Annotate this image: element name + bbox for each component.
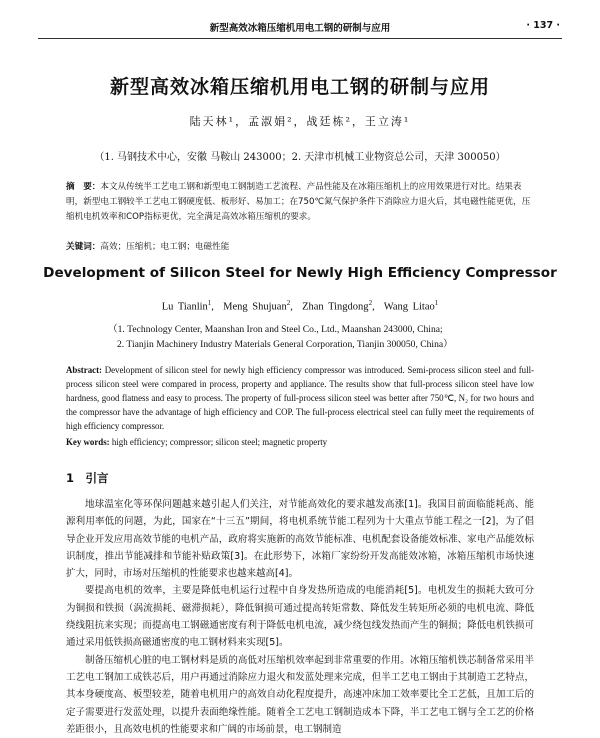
running-header [38, 20, 562, 36]
english-affiliation-line-2: 2. Tianjin Machinery Industry Materials General Corporation, Tianjin 300050, China） [117, 339, 453, 350]
english-keywords [66, 435, 534, 449]
section-heading: 1 引言 [66, 471, 109, 485]
chinese-keywords [66, 240, 534, 254]
english-abstract [66, 363, 534, 433]
chinese-abstract-text: 本文从传统半工艺电工钢和新型电工钢制造工艺流程、产品性能及在冰箱压缩机上的应用效果进行对比。结果表明，新型电工钢较半工艺电工钢硬度低、板形好、易加工；在750℃氮气保护条件下消除应力退火后，其电磁性能更优，压缩机电机效率和COP指标更优，完全满足高效冰箱压缩机的要求。 [66, 182, 531, 222]
english-keywords-label: Key words: [66, 437, 110, 447]
chinese-affiliation: （1. 马钢技术中心，安徽 马鞍山 243000；2. 天津市机械工业物资总公司，天津 300050） [94, 152, 506, 163]
paragraph: 制备压缩机心脏的电工钢材料是质的高低对压缩机效率起到非常重要的作用。冰箱压缩机铁芯制备常采用半工艺电工钢加工成铁芯后，用户再通过消除应力退火和发蓝处理来完成，但半工艺电工钢由于其制造工艺特点，其本身硬度高、板型较差，随着电机用户的高效自动化程度提升，高速冲床加工效率要比全工艺低，且加工后的定子需要进行发蓝处理，以提升表面绝缘性能。随着全工艺电工钢制造成本下降，半工艺电工钢与全工艺的价格差距很小，且高效电机的性能要求和广阔的市场前景，电工钢制造 [66, 654, 534, 735]
author-sup: 1 [434, 299, 439, 307]
english-title: Development of Silicon Steel for Newly High Efficiency Compressor [43, 265, 557, 281]
chinese-title: 新型高效冰箱压缩机用电工钢的研制与应用 [109, 76, 490, 98]
author-sup: 2 [286, 299, 291, 307]
chinese-keywords-text: 高效；压缩机；电工钢；电磁性能 [100, 242, 230, 252]
chinese-abstract [66, 180, 534, 225]
chinese-keywords-label: 关键词： [66, 242, 101, 252]
header-rule [38, 38, 562, 39]
author-name: Lu Tianlin [161, 301, 208, 313]
english-abstract-label: Abstract: [66, 365, 102, 375]
section-body [66, 496, 534, 738]
author-name: Zhan Tingdong [302, 301, 369, 313]
english-abstract-text: Development of silicon steel for newly high efficiency compressor was introduced. Semi-process silicon steel and full-process silicon steel were compared in process, property and appliance. The results show that full-process silicon steel have low hardness, good flatness and easy to process. The property of full-process silicon steel was better after 750℃, N₂ for two hours and the compressor have the advantage of high efficiency and COP. The full-process electrical steel can fully meet the requirements of high efficiency compressor. [66, 365, 535, 431]
english-affiliation [108, 322, 530, 352]
author-sup: 2 [368, 299, 373, 307]
author-name: Wang Litao [383, 301, 435, 313]
author-sup: 1 [207, 299, 212, 307]
running-title: 新型高效冰箱压缩机用电工钢的研制与应用 [209, 23, 391, 34]
english-authors: Lu Tianlin$^1$, Meng Shujuan$^2$, Zhan Tingdong$^2$, Wang Litao$^1$ [161, 299, 439, 313]
english-affiliation-line-1: （1. Technology Center, Maanshan Iron and Steel Co., Ltd., Maanshan 243000, China; [108, 324, 443, 335]
english-keywords-text: high efficiency; compressor; silicon steel; magnetic property [111, 437, 328, 447]
author-name: Meng Shujuan [223, 301, 287, 313]
paragraph: 地球温室化等环保问题越来越引起人们关注，对节能高效化的要求越发高涨[1]。我国目前面临能耗高、能源利用率低的问题，为此，国家在“十三五”期间，将电机系统节能工程列为十大重点节能工程之一[2]，为了倡导企业开发应用高效节能的电机产品，政府将实施新的高效节能标准、电机配套设备能效标准、家电产品能效标识制度，推出节能减排和节能补贴政策[3]。在此形势下，冰箱厂家纷纷开发高能效冰箱，冰箱压缩机市场快速扩大，同时，市场对压缩机的性能要求也越来越高[4]。 [66, 499, 534, 580]
chinese-abstract-label: 摘 要： [66, 182, 101, 192]
paragraph: 要提高电机的效率，主要是降低电机运行过程中自身发热所造成的电能消耗[5]。电机发生的损耗大致可分为铜损和铁损（涡流损耗、磁滞损耗），降低铜损可通过提高转矩常数、降低发生转矩所必须的电机电流、降低绕线阻抗来实现；而提高电工钢磁通密度有利于降低电机电流，减少绕包线发热而产生的铜损；降低电机铁损可通过采用低铁损高磁通密度的电工钢材料来实现[5]。 [66, 585, 534, 649]
chinese-authors: 陆天林¹，孟淑娟²，战廷栋²，王立涛¹ [189, 115, 411, 128]
page-number: · 137 · [526, 20, 560, 31]
